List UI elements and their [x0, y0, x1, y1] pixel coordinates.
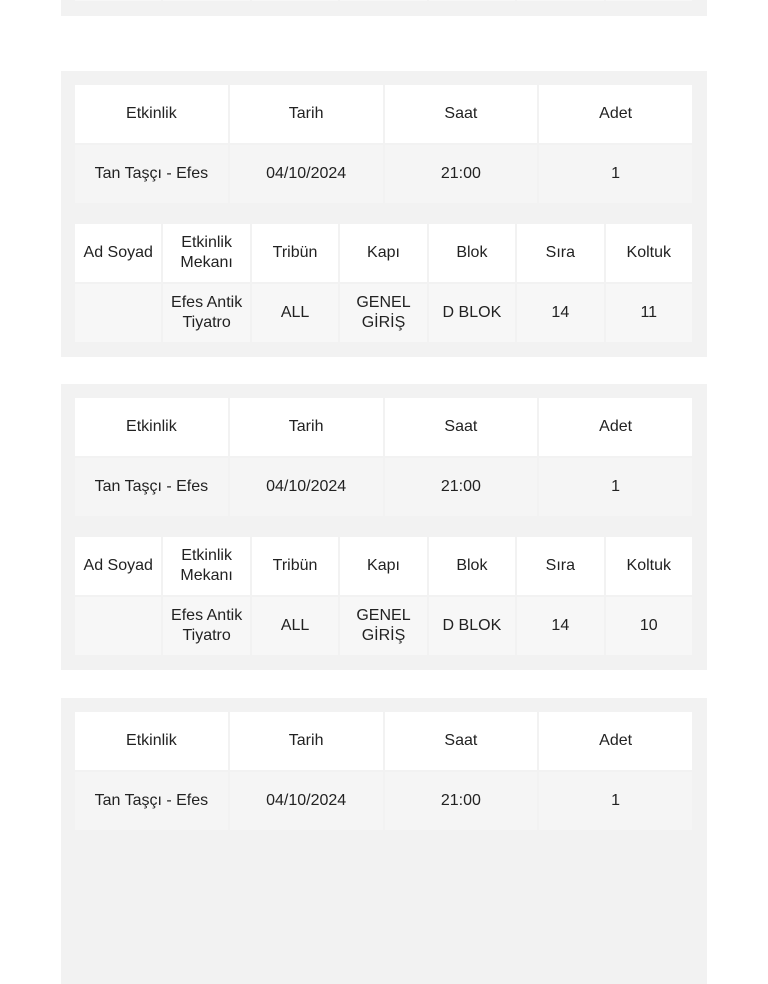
event-row — [75, 458, 692, 516]
row-header-cell: Sıra — [517, 224, 603, 282]
ticket-card — [61, 698, 707, 984]
attendee-name-cell — [75, 284, 161, 342]
seat-row — [75, 597, 692, 655]
seat-header-row — [75, 224, 692, 282]
event-header-row — [75, 712, 692, 770]
seat-row — [75, 0, 692, 1]
event-header-cell: Etkinlik — [75, 85, 228, 143]
seat-table — [73, 0, 694, 3]
seat-number-cell: 11 — [606, 284, 692, 342]
name-header-cell: Ad Soyad — [75, 224, 161, 282]
event-header-cell: Etkinlik — [75, 398, 228, 456]
venue-cell: Efes Antik Tiyatro — [163, 284, 249, 342]
gate-cell: GENEL GİRİŞ — [340, 597, 426, 655]
event-table — [73, 710, 694, 832]
ticket-card — [61, 71, 707, 357]
date-header-cell: Tarih — [230, 398, 383, 456]
tribune-cell: ALL — [252, 284, 338, 342]
gate-header-cell: Kapı — [340, 224, 426, 282]
time-header-cell: Saat — [385, 712, 538, 770]
event-name-cell: Tan Taşçı - Efes — [75, 458, 228, 516]
event-header-cell: Etkinlik — [75, 712, 228, 770]
seat-table — [73, 535, 694, 657]
event-time-cell: 21:00 — [385, 772, 538, 830]
block-header-cell: Blok — [429, 537, 515, 595]
event-count-cell: 1 — [539, 145, 692, 203]
gate-header-cell: Kapı — [340, 537, 426, 595]
venue-header-cell: Etkinlik Mekanı — [163, 224, 249, 282]
seat-number-cell — [606, 0, 692, 1]
event-table — [73, 83, 694, 205]
time-header-cell: Saat — [385, 398, 538, 456]
seat-row — [75, 284, 692, 342]
ticket-card — [61, 384, 707, 670]
event-header-row — [75, 85, 692, 143]
seat-header-cell: Koltuk — [606, 224, 692, 282]
seat-table — [73, 222, 694, 344]
event-name-cell: Tan Taşçı - Efes — [75, 772, 228, 830]
seat-header-cell: Koltuk — [606, 537, 692, 595]
name-header-cell: Ad Soyad — [75, 537, 161, 595]
event-count-cell: 1 — [539, 458, 692, 516]
venue-header-cell: Etkinlik Mekanı — [163, 537, 249, 595]
row-cell: 14 — [517, 597, 603, 655]
seat-number-cell: 10 — [606, 597, 692, 655]
row-cell — [517, 0, 603, 1]
tribune-header-cell: Tribün — [252, 537, 338, 595]
gate-cell: GENEL GİRİŞ — [340, 284, 426, 342]
seat-header-row — [75, 537, 692, 595]
venue-cell — [163, 0, 249, 1]
event-table — [73, 396, 694, 518]
time-header-cell: Saat — [385, 85, 538, 143]
block-cell: D BLOK — [429, 597, 515, 655]
event-time-cell: 21:00 — [385, 145, 538, 203]
count-header-cell: Adet — [539, 398, 692, 456]
event-header-row — [75, 398, 692, 456]
event-date-cell: 04/10/2024 — [230, 772, 383, 830]
event-date-cell: 04/10/2024 — [230, 458, 383, 516]
row-header-cell: Sıra — [517, 537, 603, 595]
tribune-header-cell: Tribün — [252, 224, 338, 282]
block-header-cell: Blok — [429, 224, 515, 282]
event-row — [75, 145, 692, 203]
event-name-cell: Tan Taşçı - Efes — [75, 145, 228, 203]
gate-cell — [340, 0, 426, 1]
attendee-name-cell — [75, 597, 161, 655]
block-cell: D BLOK — [429, 284, 515, 342]
date-header-cell: Tarih — [230, 85, 383, 143]
event-row — [75, 772, 692, 830]
attendee-name-cell — [75, 0, 161, 1]
ticket-card — [61, 0, 707, 16]
block-cell — [429, 0, 515, 1]
venue-cell: Efes Antik Tiyatro — [163, 597, 249, 655]
event-time-cell: 21:00 — [385, 458, 538, 516]
count-header-cell: Adet — [539, 85, 692, 143]
tribune-cell: ALL — [252, 597, 338, 655]
event-date-cell: 04/10/2024 — [230, 145, 383, 203]
row-cell: 14 — [517, 284, 603, 342]
count-header-cell: Adet — [539, 712, 692, 770]
date-header-cell: Tarih — [230, 712, 383, 770]
event-count-cell: 1 — [539, 772, 692, 830]
tribune-cell — [252, 0, 338, 1]
